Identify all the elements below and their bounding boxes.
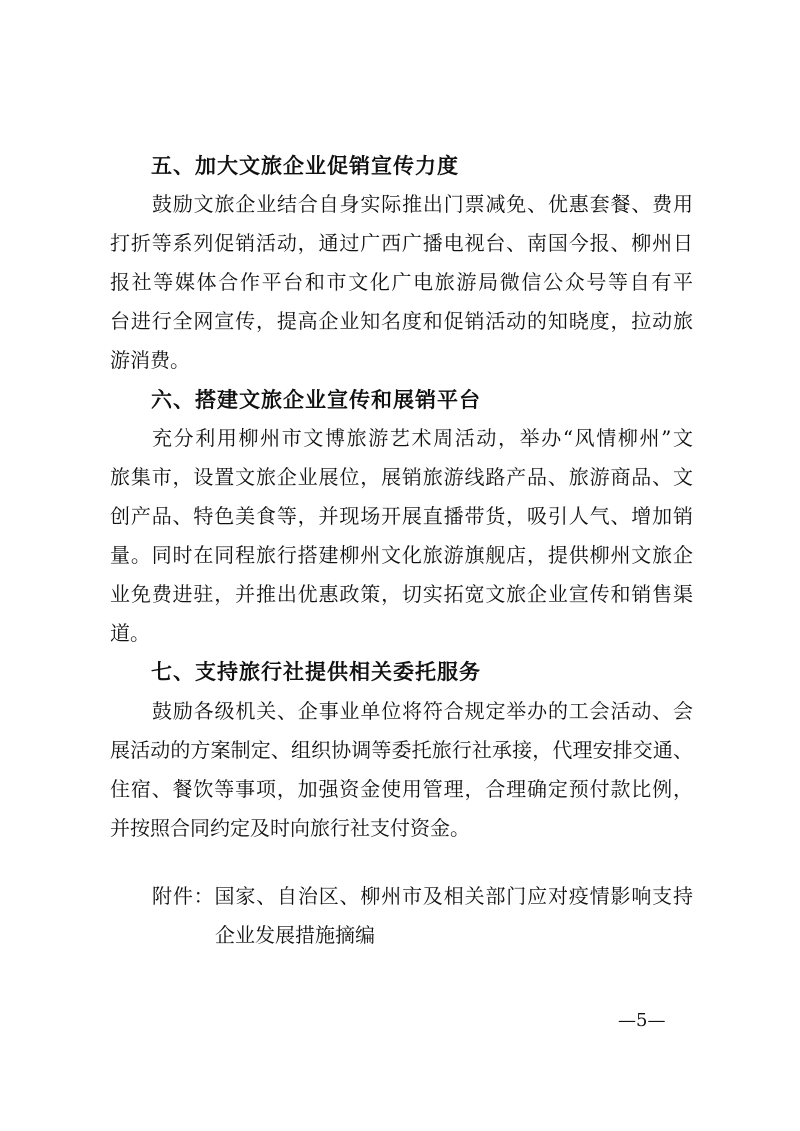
attachment-line-1: 附件：国家、自治区、柳州市及相关部门应对疫情影响支持 bbox=[152, 884, 693, 908]
section-5-line-3: 报社等媒体合作平台和市文化广电旅游局微信公众号等自有平 bbox=[110, 270, 693, 294]
section-6-line-3: 创产品、特色美食等，并现场开展直播带货，吸引人气、增加销 bbox=[110, 504, 693, 528]
section-6-line-1: 充分利用柳州市文博旅游艺术周活动，举办“风情柳州”文 bbox=[152, 426, 693, 450]
section-5-line-1: 鼓励文旅企业结合自身实际推出门票减免、优惠套餐、费用 bbox=[152, 192, 693, 216]
attachment-line-2: 企业发展措施摘编 bbox=[215, 923, 375, 947]
section-5-heading: 五、加大文旅企业促销宣传力度 bbox=[151, 154, 459, 178]
section-6-line-6: 道。 bbox=[110, 621, 150, 645]
section-7-line-2: 展活动的方案制定、组织协调等委托旅行社承接，代理安排交通、 bbox=[110, 738, 693, 762]
section-7-line-3: 住宿、餐饮等事项，加强资金使用管理，合理确定预付款比例， bbox=[110, 777, 693, 801]
section-6-heading: 六、搭建文旅企业宣传和展销平台 bbox=[151, 388, 481, 412]
section-7-heading: 七、支持旅行社提供相关委托服务 bbox=[151, 660, 481, 684]
section-7-line-4: 并按照合同约定及时向旅行社支付资金。 bbox=[110, 816, 470, 840]
section-5-line-5: 游消费。 bbox=[110, 348, 190, 372]
section-5-line-2: 打折等系列促销活动，通过广西广播电视台、南国今报、柳州日 bbox=[110, 231, 693, 255]
section-6-line-5: 业免费进驻，并推出优惠政策，切实拓宽文旅企业宣传和销售渠 bbox=[110, 582, 693, 606]
section-5-line-4: 台进行全网宣传，提高企业知名度和促销活动的知晓度，拉动旅 bbox=[110, 309, 693, 333]
section-6-line-4: 量。同时在同程旅行搭建柳州文化旅游旗舰店，提供柳州文旅企 bbox=[110, 543, 693, 567]
page-number: —5— bbox=[618, 1010, 666, 1031]
section-6-line-2: 旅集市，设置文旅企业展位，展销旅游线路产品、旅游商品、文 bbox=[110, 465, 693, 489]
section-7-line-1: 鼓励各级机关、企事业单位将符合规定举办的工会活动、会 bbox=[152, 699, 693, 723]
